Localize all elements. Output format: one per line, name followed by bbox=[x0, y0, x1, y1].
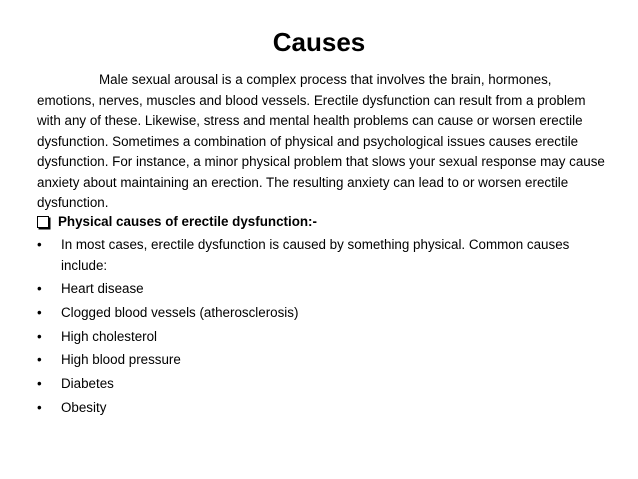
section-heading: Physical causes of erectile dysfunction:- bbox=[58, 214, 317, 229]
bullet-icon: • bbox=[37, 352, 42, 368]
causes-list bbox=[37, 235, 605, 421]
list-item bbox=[37, 235, 605, 276]
list-item bbox=[37, 374, 605, 395]
list-item-text: Heart disease bbox=[61, 281, 144, 297]
list-item-text: High cholesterol bbox=[61, 328, 158, 344]
list-item bbox=[37, 350, 605, 371]
bullet-icon: • bbox=[37, 399, 42, 415]
bullet-icon: • bbox=[37, 375, 42, 391]
list-item bbox=[37, 303, 605, 324]
bullet-icon: • bbox=[37, 304, 42, 320]
checkbox-bullet-icon bbox=[37, 216, 49, 228]
list-item-text: In most cases, erectile dysfunction is caused by something physical. Common causes include: bbox=[61, 237, 570, 273]
bullet-icon: • bbox=[37, 237, 42, 252]
intro-paragraph: Male sexual arousal is a complex process that involves the brain, hormones, emotions, nerves, muscles and blood vessels. Erectile dysfunction can result from a problem with any of these. Likewise, stress and mental health problems can cause or worsen erectile dysfunction. Sometimes a combination of physical and psychological issues causes erectile dysfunction. For instance, a minor physical problem that slows your sexual response may cause anxiety about maintaining an erection. The resulting anxiety can lead to or worsen erectile dysfunction. bbox=[37, 72, 605, 210]
bullet-icon: • bbox=[37, 281, 42, 297]
list-item-text: Diabetes bbox=[61, 375, 114, 391]
bullet-icon: • bbox=[37, 328, 42, 344]
list-item bbox=[37, 398, 605, 419]
section-heading-row bbox=[37, 212, 605, 233]
list-item-text: High blood pressure bbox=[61, 352, 181, 368]
slide-title: Causes bbox=[272, 27, 366, 57]
list-item-text: Obesity bbox=[61, 399, 107, 415]
list-item bbox=[37, 279, 605, 300]
list-item-text: Clogged blood vessels (atherosclerosis) bbox=[61, 304, 299, 320]
list-item bbox=[37, 327, 605, 348]
